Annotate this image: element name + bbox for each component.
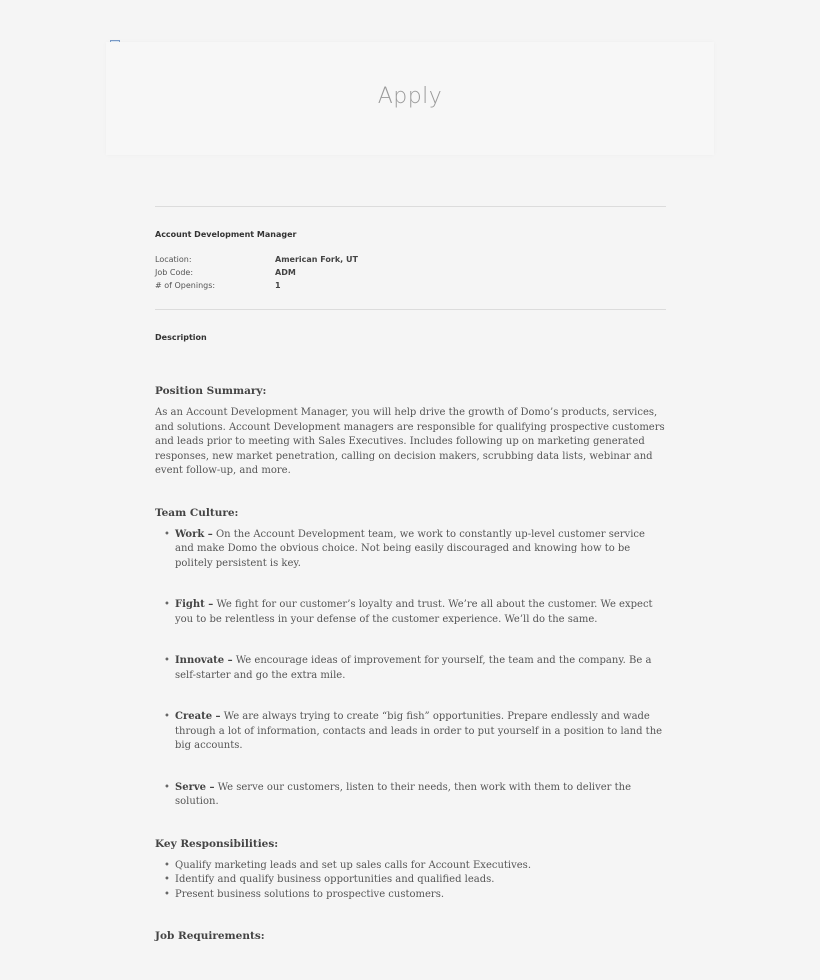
item-text: Present business solutions to prospective customers. (175, 888, 445, 900)
item-term: Innovate – (175, 655, 233, 666)
meta-row-openings (155, 279, 666, 292)
list-item (164, 888, 666, 903)
list-item (164, 710, 666, 754)
bullet-icon: • (164, 781, 170, 793)
bullet-icon: • (164, 599, 170, 610)
list-item (164, 598, 666, 627)
position-summary-text: As an Account Development Manager, you will help drive the growth of Domo’s products, services, and solutions. Account Development managers are responsible for qualifying prospective customers and leads prior to meeting with Sales Executives. Includes following up on marketing generated responses, new market penetration, calling on decision makers, scrubbing data lists, webinar and event follow-up, and more. (155, 407, 665, 476)
bullet-icon: • (164, 859, 170, 871)
list-item (164, 781, 666, 810)
item-text: We fight for our customer’s loyalty and trust. We’re all about the customer. We expect you to be relentless in your defense of the customer experience. We’ll do the same. (175, 599, 653, 625)
item-text: On the Account Development team, we work to constantly up-level customer service and make Domo the obvious choice. Not being easily discouraged and knowing how to be politely persistent is key. (175, 528, 645, 569)
meta-value: ADM (275, 268, 296, 277)
list-item (164, 528, 666, 572)
meta-row-location (155, 253, 666, 266)
page-title: Apply (377, 84, 443, 109)
item-term: Create – (175, 711, 221, 722)
key-responsibilities-heading: Key Responsibilities: (155, 837, 279, 850)
item-text: Qualify marketing leads and set up sales calls for Account Executives. (175, 859, 531, 871)
item-text: We serve our customers, listen to their needs, then work with them to deliver the solution. (175, 781, 631, 807)
job-posting (155, 206, 666, 943)
key-responsibilities-list (155, 859, 666, 903)
item-text: We encourage ideas of improvement for yourself, the team and the company. Be a self-starter and go the extra mile. (175, 655, 652, 681)
job-title: Account Development Manager (155, 230, 297, 239)
bullet-icon: • (164, 874, 170, 885)
meta-label: Job Code: (155, 268, 194, 277)
item-text: Identify and qualify business opportunities and qualified leads. (175, 874, 495, 885)
item-term: Fight – (175, 599, 214, 610)
item-term: Work – (175, 528, 213, 540)
item-text: We are always trying to create “big fish” opportunities. Prepare endlessly and wade through a lot of information, contacts and leads in order to put yourself in a position to land the big accounts. (175, 711, 663, 751)
bullet-icon: • (164, 528, 170, 540)
position-summary-heading: Position Summary: (155, 385, 267, 397)
divider (155, 309, 666, 310)
bullet-icon: • (164, 888, 170, 900)
divider (155, 206, 666, 207)
bullet-icon: • (164, 655, 170, 666)
list-item (164, 873, 666, 888)
item-term: Serve – (175, 781, 215, 793)
meta-value: American Fork, UT (275, 255, 358, 264)
meta-value: 1 (275, 281, 281, 290)
meta-row-job-code (155, 266, 666, 279)
description-heading: Description (155, 333, 207, 342)
list-item (164, 859, 666, 874)
meta-label: # of Openings: (155, 281, 216, 290)
team-culture-heading: Team Culture: (155, 506, 239, 519)
team-culture-list (155, 528, 666, 810)
job-meta (155, 253, 666, 292)
list-item (164, 654, 666, 683)
job-requirements-heading: Job Requirements: (155, 930, 265, 942)
bullet-icon: • (164, 711, 170, 722)
meta-label: Location: (155, 255, 192, 264)
